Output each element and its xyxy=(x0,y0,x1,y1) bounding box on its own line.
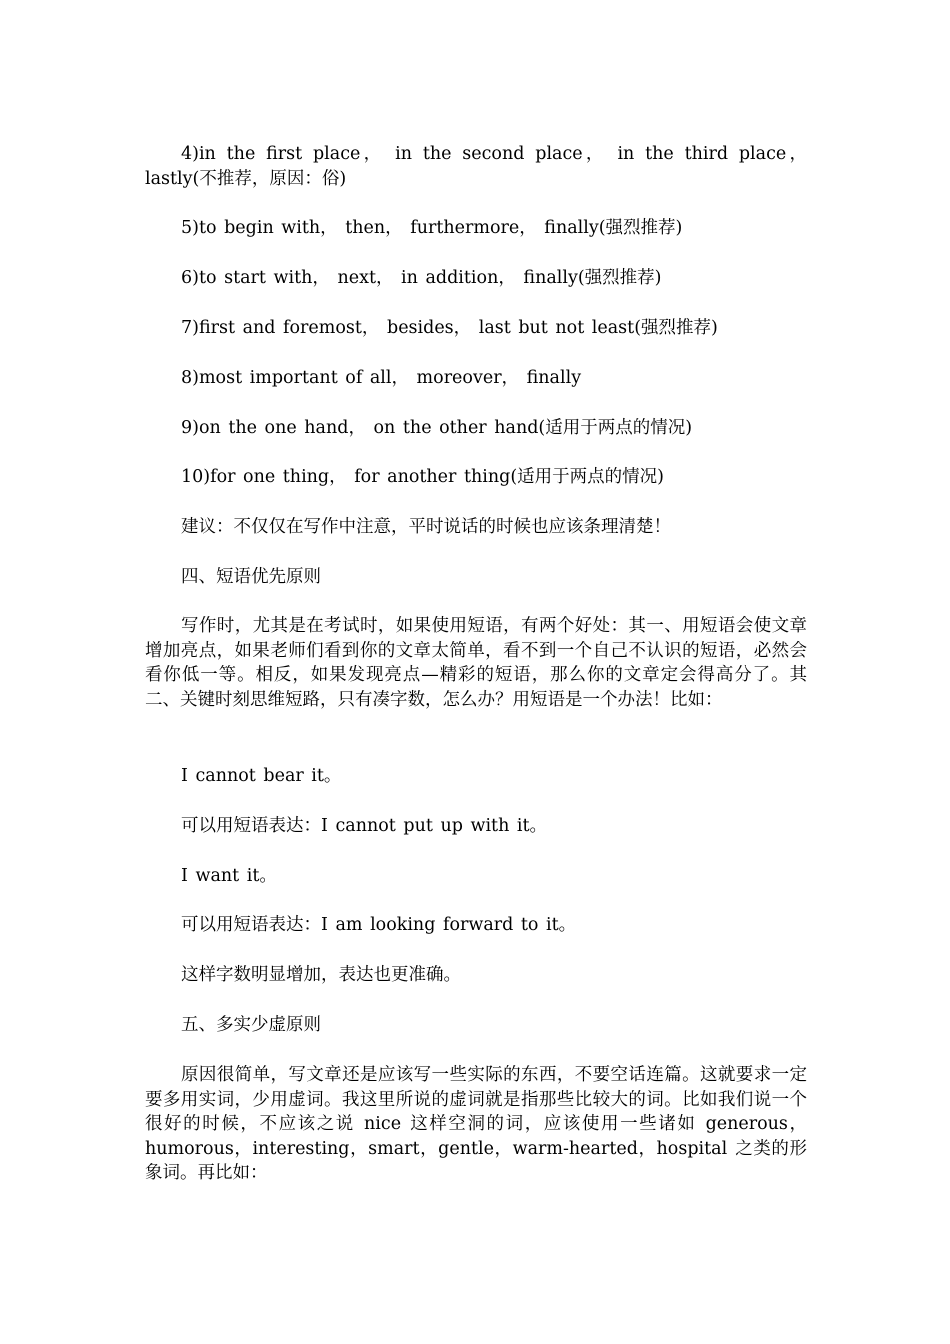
transition-list-item-4: 4)in the first place， in the second place， in the third place，lastly(不推荐，原因：俗) xyxy=(145,144,807,189)
example-sentence-1: I cannot bear it。 xyxy=(181,766,342,786)
conclusion-paragraph: 这样字数明显增加，表达也更准确。 xyxy=(181,965,461,985)
section-heading-4: 四、短语优先原则 xyxy=(181,567,321,587)
example-phrase-1: 可以用短语表达：I cannot put up with it。 xyxy=(181,816,548,836)
transition-list-item-10: 10)for one thing， for another thing(适用于两点的情况) xyxy=(181,467,664,487)
transition-list-item-6: 6)to start with， next， in addition， finally(强烈推荐) xyxy=(181,268,662,288)
example-phrase-2: 可以用短语表达：I am looking forward to it。 xyxy=(181,915,577,935)
transition-list-item-7: 7)first and foremost， besides， last but not least(强烈推荐) xyxy=(181,318,718,338)
transition-list-item-8: 8)most important of all， moreover， finally xyxy=(181,368,582,388)
example-sentence-2: I want it。 xyxy=(181,866,277,886)
phrase-principle-paragraph: 写作时，尤其是在考试时，如果使用短语，有两个好处：其一、用短语会使文章增加亮点，如果老师们看到你的文章太简单，看不到一个自己不认识的短语，必然会看你低一等。相反，如果发现亮点—精彩的短语，那么你的文章定会得高分了。其二、关键时刻思维短路，只有凑字数，怎么办？用短语是一个办法！比如： xyxy=(145,616,807,710)
section-heading-5: 五、多实少虚原则 xyxy=(181,1015,321,1035)
suggestion-paragraph: 建议：不仅仅在写作中注意，平时说话的时候也应该条理清楚！ xyxy=(181,517,671,537)
concrete-words-paragraph: 原因很简单，写文章还是应该写一些实际的东西，不要空话连篇。这就要求一定要多用实词，少用虚词。我这里所说的虚词就是指那些比较大的词。比如我们说一个很好的时候，不应该之说 nice 这样空洞的词，应该使用一些诸如 generous，humorous，interesting，smart，gentle，warm-hearted，hospital 之类的形象词。再比如： xyxy=(145,1065,807,1183)
transition-list-item-9: 9)on the one hand， on the other hand(适用于两点的情况) xyxy=(181,418,693,438)
transition-list-item-5: 5)to begin with， then， furthermore， finally(强烈推荐) xyxy=(181,218,683,238)
